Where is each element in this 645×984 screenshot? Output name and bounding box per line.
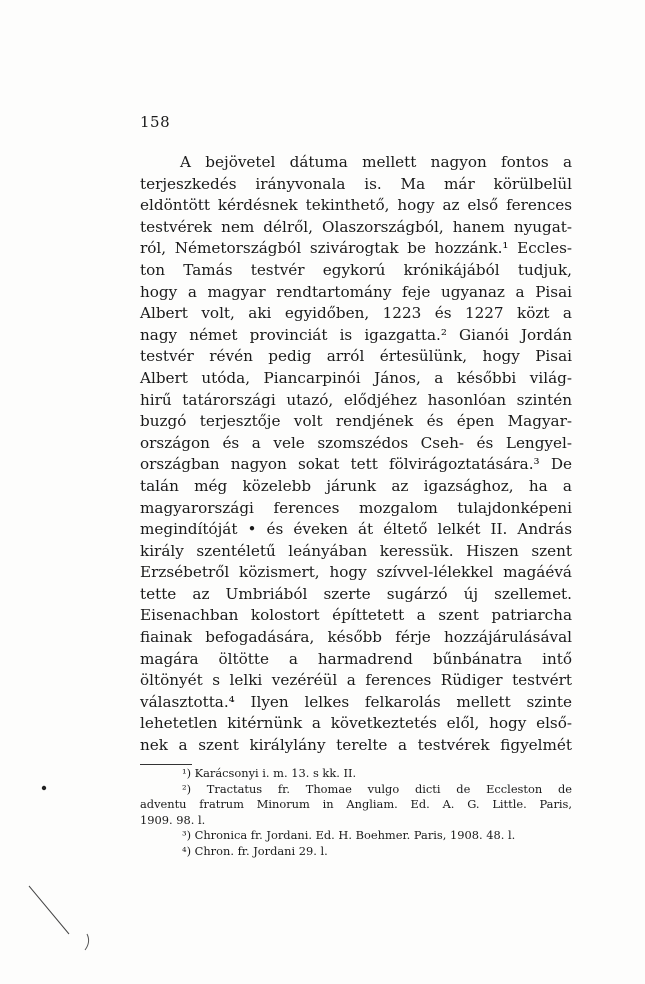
body-line: választotta.⁴ Ilyen lelkes felkarolás mellett szinte — [140, 692, 572, 711]
body-line: ról, Németországból szivárogtak be hozzánk.¹ Eccles- — [140, 239, 572, 258]
body-line: magyarországi ferences mozgalom tulajdonképeni — [140, 498, 572, 517]
footnote-line: ³) Chronica fr. Jordani. Ed. H. Boehmer. Paris, 1908. 48. l. — [182, 828, 516, 842]
body-line: nek a szent királylány terelte a testvérek figyelmét — [140, 736, 572, 755]
body-line: hogy a magyar rendtartomány feje ugyanaz a Pisai — [140, 282, 572, 301]
body-line: testvér révén pedig arról értesülünk, hogy Pisai — [140, 347, 572, 366]
body-line: buzgó terjesztője volt rendjének és épen Magyar- — [140, 412, 572, 431]
footnote-divider — [140, 764, 192, 765]
body-line: A bejövetel dátuma mellett nagyon fontos a — [180, 153, 572, 171]
body-line: terjeszkedés irányvonala is. Ma már körülbelül — [140, 174, 572, 193]
body-line: hirű tatárországi utazó, elődjéhez hasonlóan szintén — [140, 390, 572, 409]
body-line: király szentéletű leányában keressük. Hiszen szent — [140, 541, 572, 560]
body-line: öltönyét s lelki vezéréül a ferences Rüdiger testvért — [140, 671, 572, 690]
body-line: fiainak befogadására, később férje hozzájárulásával — [140, 628, 572, 647]
body-line: megindítóját • és éveken át éltető lelkét II. András — [140, 520, 572, 539]
body-line: magára öltötte a harmadrend bűnbánatra intő — [140, 649, 572, 668]
footnote-line: 1909. 98. l. — [140, 812, 206, 827]
scan-smudge-dot — [40, 784, 50, 794]
body-line: Eisenachban kolostort építtetett a szent patriarcha — [140, 606, 572, 625]
body-line: eldöntött kérdésnek tekinthető, hogy az első ferences — [140, 196, 572, 215]
body-line: Albert utóda, Piancarpinói János, a későbbi világ- — [140, 368, 572, 387]
body-line: Erzsébetről közismert, hogy szívvel-lélekkel magáévá — [140, 563, 572, 582]
body-line: ton Tamás testvér egykorú krónikájából tudjuk, — [140, 260, 572, 279]
body-line: tette az Umbriából szerte sugárzó új szellemet. — [140, 584, 572, 603]
page-number: 158 — [140, 113, 171, 131]
body-line: országon és a vele szomszédos Cseh- és Lengyel- — [140, 433, 572, 452]
body-line: testvérek nem délről, Olaszországból, hanem nyugat- — [140, 217, 572, 236]
body-line: Albert volt, aki egyidőben, 1223 és 1227 közt a — [140, 304, 572, 323]
footnote-line: ¹) Karácsonyi i. m. 13. s kk. II. — [182, 766, 357, 780]
body-line: országban nagyon sokat tett fölvirágoztatására.³ De — [140, 455, 572, 474]
footnotes — [140, 766, 572, 859]
scan-stroke-mark — [25, 880, 105, 960]
footnote-line: adventu fratrum Minorum in Angliam. Ed. A. G. Little. Paris, — [140, 797, 572, 811]
body-text — [140, 152, 572, 757]
body-line: talán még közelebb járunk az igazsághoz, ha a — [140, 476, 572, 495]
body-line: nagy német provinciát is igazgatta.² Gianói Jordán — [140, 325, 572, 344]
body-line: lehetetlen kitérnünk a következtetés elől, hogy első- — [140, 714, 572, 733]
footnote-line: ⁴) Chron. fr. Jordani 29. l. — [182, 843, 328, 858]
footnote-line: ²) Tractatus fr. Thomae vulgo dicti de Eccleston de — [182, 781, 572, 796]
